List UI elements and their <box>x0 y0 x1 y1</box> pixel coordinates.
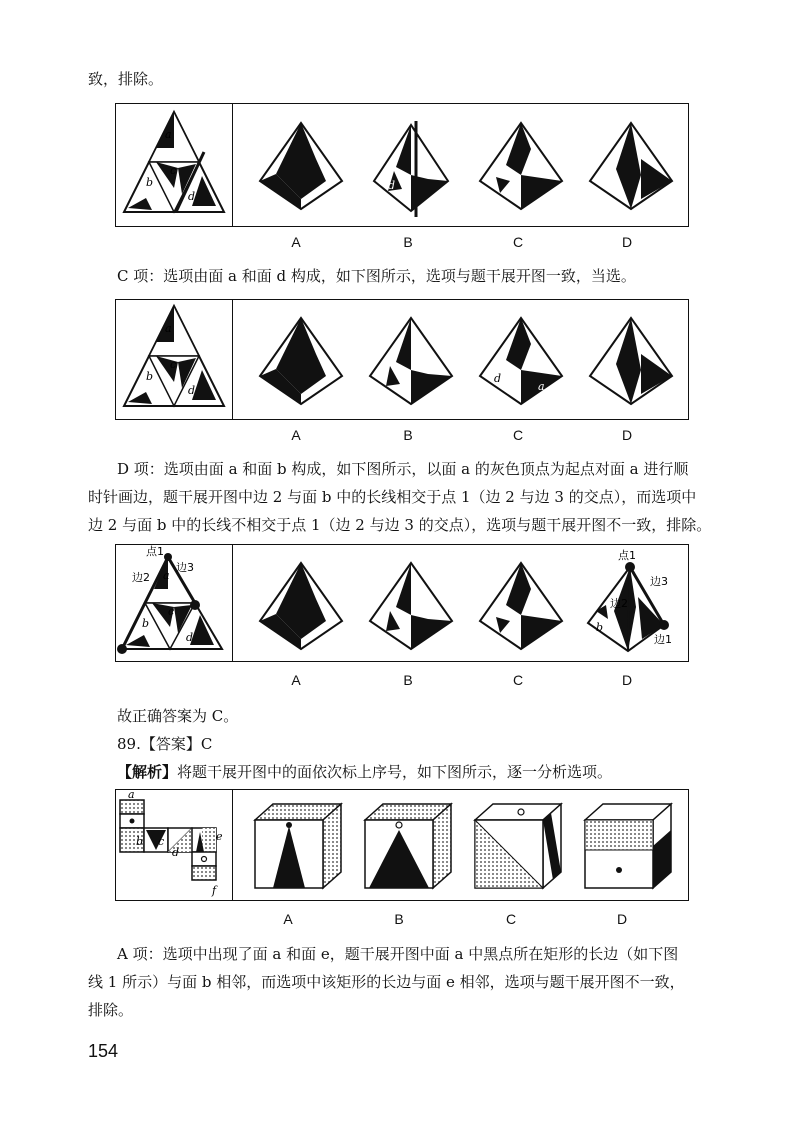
net-panel <box>116 790 233 900</box>
edge3-label: 边3 <box>176 561 194 574</box>
figure-3 <box>115 544 689 662</box>
option-label-d: D <box>621 672 633 688</box>
face-label-d: d <box>494 372 502 385</box>
text-line: 致，排除。 <box>88 70 164 88</box>
figure-4 <box>115 789 689 901</box>
figure-1 <box>115 103 689 227</box>
face-label-f: f <box>212 884 217 897</box>
option-labels-row-4 <box>0 911 800 931</box>
triangle-net-figure <box>116 104 232 224</box>
option-label-b: B <box>394 911 404 927</box>
face-label-e: e <box>216 830 223 843</box>
edge2-label: 边2 <box>610 597 628 610</box>
figure-2 <box>115 299 689 420</box>
pyramid-option-b <box>366 559 456 654</box>
face-label-b: b <box>596 621 604 634</box>
pyramid-option-a <box>256 559 346 654</box>
triangle-net-figure <box>116 300 232 417</box>
pyramid-option-c <box>476 559 566 654</box>
option-labels-row-2 <box>0 427 800 447</box>
option-label-a: A <box>291 234 301 250</box>
face-label-b: b <box>136 835 144 848</box>
text-line: 线 1 所示）与面 b 相邻，而选项中该矩形的长边与面 e 相邻，选项与题干展开图不一致， <box>88 973 685 991</box>
text-line: 时针画边，题干展开图中边 2 与面 b 中的长线相交于点 1（边 2 与边 3 的交点），而选项中 <box>88 488 697 506</box>
option-label-a: A <box>291 672 301 688</box>
option-label-d: D <box>621 234 633 250</box>
option-label-c: C <box>505 911 517 927</box>
cube-option-a <box>251 800 346 892</box>
face-label-d: d <box>188 190 196 203</box>
net-panel <box>116 300 233 419</box>
text-line: 故正确答案为 C。 <box>117 707 239 725</box>
text-line: D 项：选项由面 a 和面 b 构成，如下图所示，以面 a 的灰色顶点为起点对面 a 进行顺 <box>117 460 689 478</box>
pyramid-option-a <box>256 119 346 214</box>
option-label-c: C <box>512 234 524 250</box>
pyramid-option-d-annotated <box>578 547 683 659</box>
cube-option-b <box>361 800 456 892</box>
edge1-label: 边1 <box>654 633 672 646</box>
point1-label: 点1 <box>618 549 636 562</box>
option-label-d: D <box>621 427 633 443</box>
cube-option-d <box>581 800 676 892</box>
face-label-c: c <box>168 605 175 618</box>
text-line: 边 2 与面 b 中的长线不相交于点 1（边 2 与边 3 的交点），选项与题干展开图不一致，排除。 <box>88 516 712 534</box>
option-label-c: C <box>512 427 524 443</box>
face-label-a: a <box>538 380 545 393</box>
analysis-tag: 【解析】 <box>117 763 178 781</box>
pyramid-option-b <box>366 119 456 219</box>
triangle-net-figure <box>116 545 232 659</box>
pyramid-option-c <box>476 314 566 409</box>
option-labels-row-1 <box>0 234 800 254</box>
face-label-d: d <box>388 179 396 192</box>
cube-net-figure <box>116 790 232 898</box>
net-panel <box>116 104 233 226</box>
option-label-d: D <box>616 911 628 927</box>
face-label-d: d <box>172 846 180 859</box>
pyramid-option-a <box>256 314 346 409</box>
text-line: 排除。 <box>88 1001 134 1019</box>
face-label-a: a <box>165 128 172 141</box>
face-label-c: c <box>158 835 165 848</box>
face-label-a: a <box>163 569 170 582</box>
pyramid-option-b <box>366 314 456 409</box>
face-label-d: d <box>186 631 194 644</box>
face-label-c: c <box>170 358 177 371</box>
option-labels-row-3 <box>0 672 800 692</box>
cube-option-c <box>471 800 566 892</box>
face-label-a: a <box>165 322 172 335</box>
face-label-b: b <box>146 370 154 383</box>
edge3-label: 边3 <box>650 575 668 588</box>
face-label-b: b <box>142 617 150 630</box>
face-label-c: c <box>170 164 177 177</box>
option-label-a: A <box>291 427 301 443</box>
pyramid-option-c <box>476 119 566 214</box>
face-label-a: a <box>128 790 135 801</box>
analysis-text: 将题干展开图中的面依次标上序号，如下图所示，逐一分析选项。 <box>177 763 613 781</box>
pyramid-option-d <box>586 119 676 214</box>
page-number: 154 <box>88 1041 119 1061</box>
text-line <box>117 759 612 785</box>
net-panel <box>116 545 233 661</box>
option-label-b: B <box>403 234 413 250</box>
option-label-b: B <box>403 427 413 443</box>
face-label-d: d <box>188 384 196 397</box>
option-label-c: C <box>512 672 524 688</box>
face-label-b: b <box>146 176 154 189</box>
text-line: A 项：选项中出现了面 a 和面 e，题干展开图中面 a 中黑点所在矩形的长边（如下图 <box>117 945 679 963</box>
option-label-b: B <box>403 672 413 688</box>
pyramid-option-d <box>586 314 676 409</box>
text-line: C 项：选项由面 a 和面 d 构成，如下图所示，选项与题干展开图一致，当选。 <box>117 267 636 285</box>
option-label-a: A <box>283 911 293 927</box>
point1-label: 点1 <box>146 545 164 558</box>
answer-heading: 89.【答案】C <box>117 735 213 753</box>
edge2-label: 边2 <box>132 571 150 584</box>
